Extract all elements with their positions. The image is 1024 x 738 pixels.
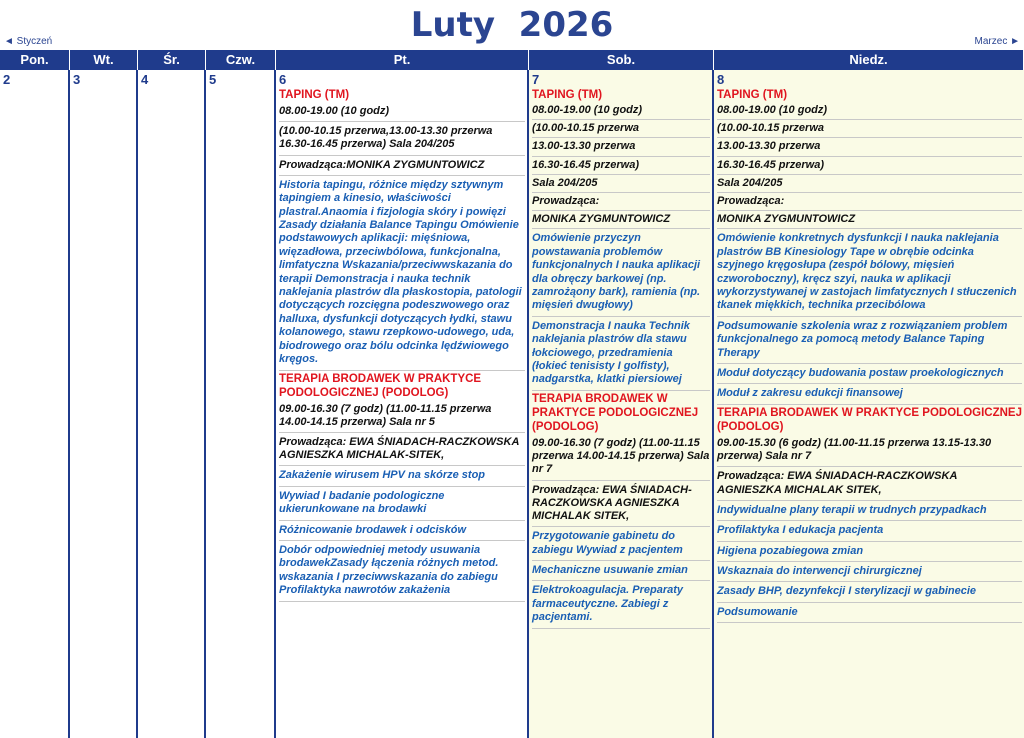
event-topic: Moduł z zakresu edukcji finansowej xyxy=(717,384,1022,404)
event-topic: Różnicowanie brodawek i odcisków xyxy=(279,521,525,541)
event-topic: Profilaktyka I edukacja pacjenta xyxy=(717,521,1022,541)
event-topic: Higiena pozabiegowa zmian xyxy=(717,542,1022,562)
day-number: 2 xyxy=(3,72,11,87)
weekday-header: Sob. xyxy=(529,50,714,70)
weekday-header: Wt. xyxy=(70,50,138,70)
event-topic: Dobór odpowiedniej metody usuwania brodawekZasady łączenia różnych metod. wskazania I przeciwwskazania do zabiegu Profilaktyka nawrotów zakażenia xyxy=(279,541,525,602)
event-detail: Sala 204/205 xyxy=(717,175,1022,193)
event-detail: Prowadząca: xyxy=(532,193,710,211)
event-detail: MONIKA ZYGMUNTOWICZ xyxy=(717,211,1022,229)
event-topic: Wskaznaia do interwencji chirurgicznej xyxy=(717,562,1022,582)
event-title[interactable]: TERAPIA BRODAWEK W PRAKTYCE PODOLOGICZNEJ (PODOLOG) xyxy=(532,392,699,433)
event-topic: Przygotowanie gabinetu do zabiegu Wywiad z pacjentem xyxy=(532,527,710,561)
event-detail: (10.00-10.15 przerwa xyxy=(717,120,1022,138)
week-row xyxy=(0,70,1024,738)
weekday-header: Pon. xyxy=(0,50,70,70)
day-cell[interactable] xyxy=(70,70,138,738)
event-detail: 16.30-16.45 przerwa) xyxy=(532,157,710,175)
event-detail: (10.00-10.15 przerwa xyxy=(532,120,710,138)
day-number: 6 xyxy=(279,72,287,87)
event-topic: Podsumowanie szkolenia wraz z rozwiązaniem problem funkcjonalnego za pomocą metody Balance Taping Therapy xyxy=(717,317,1022,364)
day-number: 5 xyxy=(209,72,217,87)
event-title[interactable]: TAPING (TM) xyxy=(279,89,350,101)
event-topic: Zasady BHP, dezynfekcji I sterylizacji w gabinecie xyxy=(717,582,1022,602)
weekday-header: Czw. xyxy=(206,50,276,70)
day-cell[interactable] xyxy=(206,70,276,738)
month-title: Luty 2026 xyxy=(410,5,614,45)
event-detail: 09.00-16.30 (7 godz) (11.00-11.15 przerwa 14.00-14.15 przerwa) Sala nr 7 xyxy=(532,434,710,481)
event-title[interactable]: TERAPIA BRODAWEK W PRAKTYCE PODOLOGICZNEJ (PODOLOG) xyxy=(717,406,1022,433)
day-number: 7 xyxy=(532,72,540,87)
event-title[interactable]: TAPING (TM) xyxy=(532,89,603,101)
event-title[interactable]: TERAPIA BRODAWEK W PRAKTYCE PODOLOGICZNEJ (PODOLOG) xyxy=(279,372,482,399)
weekday-header: Śr. xyxy=(138,50,206,70)
event-detail: 16.30-16.45 przerwa) xyxy=(717,157,1022,175)
event-topic: Moduł dotyczący budowania postaw proekologicznych xyxy=(717,364,1022,384)
day-cell[interactable] xyxy=(138,70,206,738)
day-cell[interactable] xyxy=(714,70,1024,738)
event-detail: Prowadząca: EWA ŚNIADACH-RACZKOWSKA AGNIESZKA MICHALAK-SITEK, xyxy=(279,433,525,466)
event-detail: 13.00-13.30 przerwa xyxy=(717,138,1022,156)
event-title[interactable]: TAPING (TM) xyxy=(717,89,788,101)
event-topic: Mechaniczne usuwanie zmian xyxy=(532,561,710,581)
next-month-link[interactable]: Marzec ► xyxy=(974,36,1020,47)
event-topic: Elektrokoagulacja. Preparaty farmaceutyczne. Zabiegi z pacjentami. xyxy=(532,581,710,628)
event-detail: 08.00-19.00 (10 godz) xyxy=(279,102,525,122)
event-detail: (10.00-10.15 przerwa,13.00-13.30 przerwa 16.30-16.45 przerwa) Sala 204/205 xyxy=(279,122,525,155)
event-topic: Indywidualne plany terapii w trudnych przypadkach xyxy=(717,501,1022,521)
prev-month-link[interactable]: ◄ Styczeń xyxy=(4,36,53,47)
event-detail: MONIKA ZYGMUNTOWICZ xyxy=(532,211,710,229)
weekday-header: Pt. xyxy=(276,50,529,70)
event-topic: Omówienie przyczyn powstawania problemów funkcjonalnych I nauka aplikacji dla obręczy barkowej (np. zamrożąony bark), ramienia (np. mięsień dwugłowy) xyxy=(532,229,710,316)
day-number: 4 xyxy=(141,72,149,87)
event-detail: Prowadząca: EWA ŚNIADACH-RACZKOWSKA AGNIESZKA MICHALAK SITEK, xyxy=(717,467,1022,500)
day-cell[interactable] xyxy=(529,70,714,738)
event-detail: 08.00-19.00 (10 godz) xyxy=(717,102,1022,120)
event-topic: Demonstracja I nauka Technik naklejania plastrów dla stawu łokciowego, przedramienia (łokieć tenisisty I golfisty), nadgarstka, klatki piersiowej xyxy=(532,317,710,391)
event-detail: 09.00-16.30 (7 godz) (11.00-11.15 przerwa 14.00-14.15 przerwa) Sala nr 5 xyxy=(279,400,525,433)
event-detail: Prowadząca: EWA ŚNIADACH-RACZKOWSKA AGNIESZKA MICHALAK SITEK, xyxy=(532,481,710,528)
day-number: 8 xyxy=(717,72,725,87)
weekday-header-row xyxy=(0,50,1024,70)
day-cell[interactable] xyxy=(276,70,529,738)
event-detail: Sala 204/205 xyxy=(532,175,710,193)
event-detail: 13.00-13.30 przerwa xyxy=(532,138,710,156)
day-cell[interactable] xyxy=(0,70,70,738)
weekday-header: Niedz. xyxy=(714,50,1024,70)
event-topic: Omówienie konkretnych dysfunkcji I nauka naklejania plastrów BB Kinesiology Tape w obrębie odcinka szyjnego kręgosłupa (zespół bólowy, mięsień czworoboczny), kręcz szyi, nauka w aplikacji wykorzystywanej w zastojach limfatycznych I stłuczenich tkanek miękkich, technika przecibólowa xyxy=(717,229,1022,316)
calendar-grid xyxy=(0,50,1024,738)
event-detail: Prowadząca: xyxy=(717,193,1022,211)
event-topic: Zakażenie wirusem HPV na skórze stop xyxy=(279,466,525,486)
event-detail: 08.00-19.00 (10 godz) xyxy=(532,102,710,120)
day-number: 3 xyxy=(73,72,81,87)
event-topic: Wywiad I badanie podologiczne ukierunkowane na brodawki xyxy=(279,487,525,521)
event-topic: Historia tapingu, różnice między sztywnym tapingiem a kinesio, właściwości plastral.Anaomia i fizjologia skóry i powięzi Zasady działania Balance Tapingu Omówienie podstawowych aplikacji: mięśniowa, więzadłowa, przeciwbólowa, funkcjonalna, limfatyczna Wskazania/przeciwwskazania do terapii Demonstracja i nauka technik naklejania plastrów dla płaskostopia, patologii dotyczących rozcięgna podeszwowego oraz halluxa, dysfunkcji dotyczących łydki, stawu kolanowego, stawu rzepkowo-udowego, uda, biodrowego oraz bólu odcinka lędźwiowego kręgos. xyxy=(279,176,525,371)
event-detail: Prowadząca:MONIKA ZYGMUNTOWICZ xyxy=(279,156,525,176)
event-topic: Podsumowanie xyxy=(717,603,1022,623)
event-detail: 09.00-15.30 (6 godz) (11.00-11.15 przerwa 13.15-13.30 przerwa) Sala nr 7 xyxy=(717,434,1022,467)
